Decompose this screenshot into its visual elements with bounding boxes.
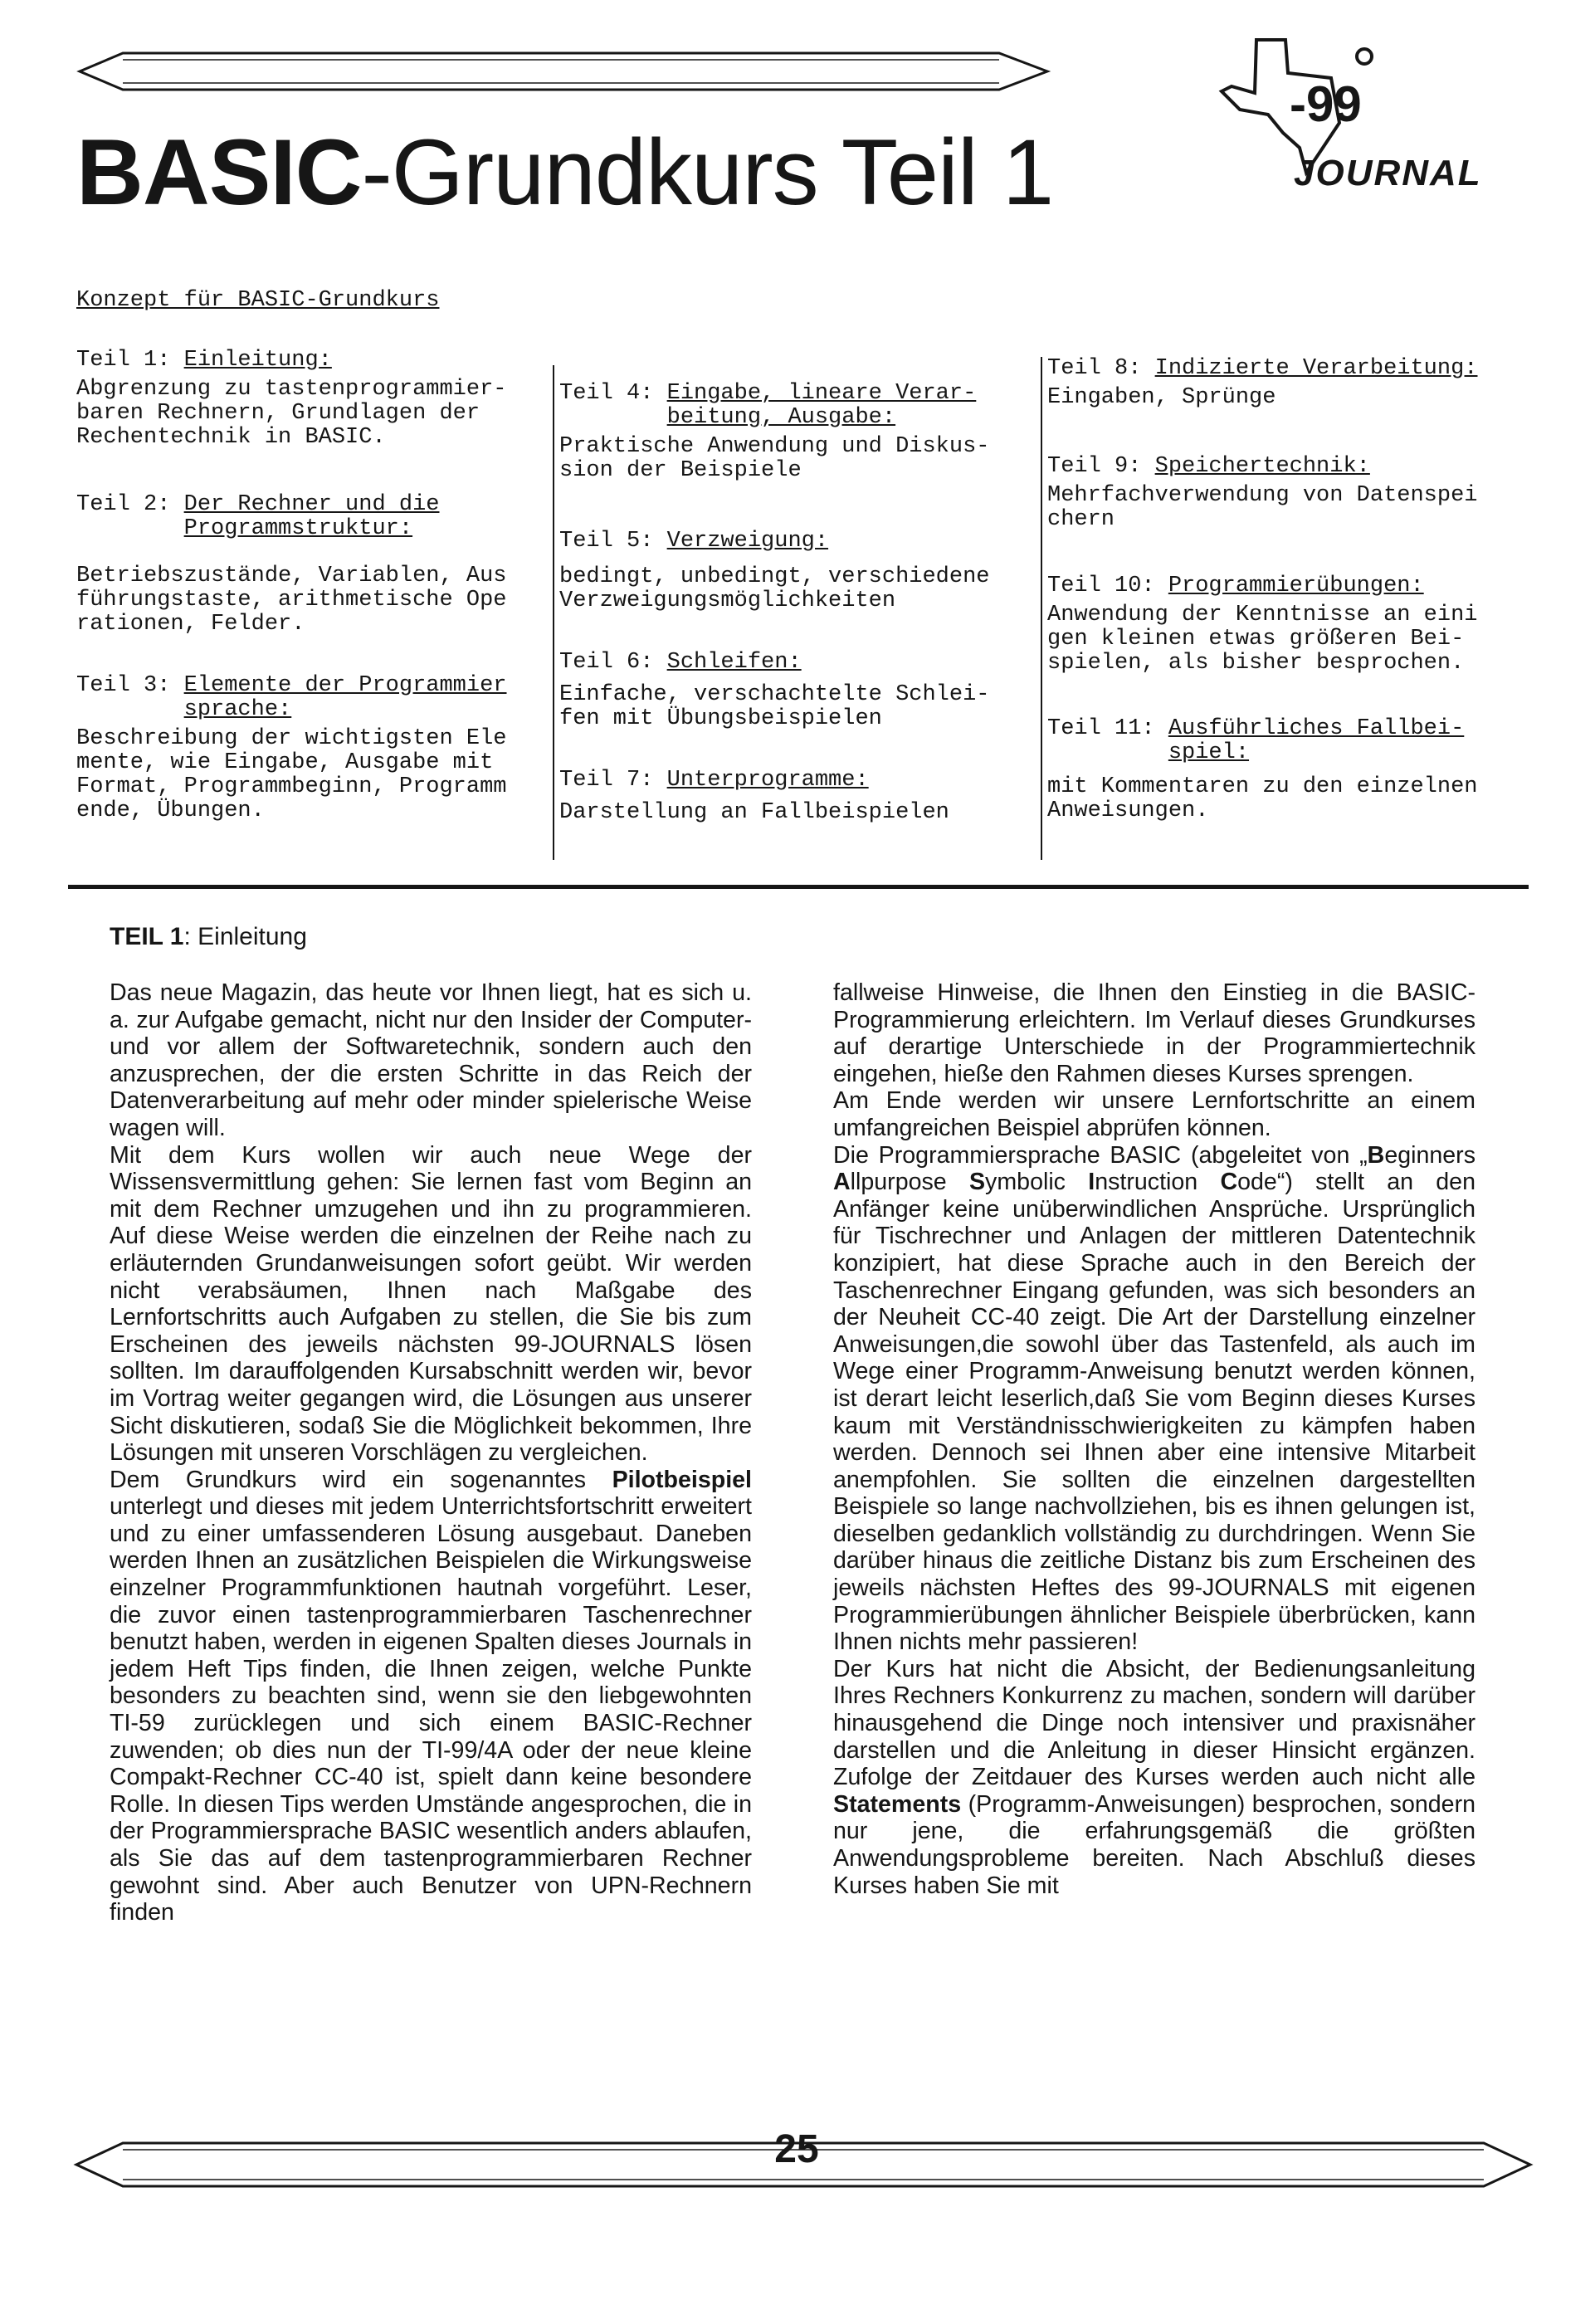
concept-unit: [1047, 455, 1529, 532]
concept-heading: Konzept für BASIC-Grundkurs: [76, 288, 440, 313]
acronym-letter: B: [1367, 1141, 1385, 1169]
unit-label: Teil 7:: [559, 768, 654, 793]
unit-label: Teil 10:: [1047, 574, 1155, 598]
unit-topic: Indizierte Verarbeitung:: [1154, 356, 1478, 381]
article-paragraph: [833, 1656, 1475, 1899]
unit-topic: Einleitung:: [183, 348, 332, 373]
unit-topic: Schleifen:: [666, 650, 802, 675]
unit-topic: Programmierübungen:: [1168, 574, 1424, 598]
text-run: Der Kurs hat nicht die Absicht, der Bedienungsanleitung Ihres Rechners Konkurrenz zu machen, sondern will darüber hinausgehend die Dinge noch intensiver und praxisnäher darstellen und die Anleitung in dieser Hinsicht ergänzen. Zufolge der Zeitdauer des Kurses werden auch nicht alle: [833, 1655, 1475, 1791]
article-paragraph: [110, 1467, 752, 1926]
text-run: (Programm-Anweisungen) besprochen, sondern nur jene, die erfahrungsgemäß die größten Anwendungsprobleme bereiten. Nach Abschluß dieses Kurses haben Sie mit: [833, 1790, 1475, 1899]
unit-label: Teil 3:: [76, 673, 171, 698]
unit-topic: Der Rechner und die Programmstruktur:: [183, 492, 440, 541]
decorative-arrow-top: [76, 35, 1052, 108]
concept-unit: [1047, 357, 1529, 410]
unit-description: Betriebszustände, Variablen, Aus führungstaste, arithmetische Ope rationen, Felder.: [76, 564, 507, 637]
title-bold-part: BASIC: [76, 120, 362, 224]
unit-topic: Verzweigung:: [666, 529, 829, 554]
unit-description: Beschreibung der wichtigsten Ele mente, wie Eingabe, Ausgabe mit Format, Programmbeginn, Programm ende, Übungen.: [76, 726, 507, 823]
unit-topic: Ausführliches Fallbei- spiel:: [1168, 716, 1465, 765]
part-title: [110, 923, 307, 951]
unit-topic: Speichertechnik:: [1154, 454, 1370, 479]
unit-description: Praktische Anwendung und Diskus- sion der Beispiele: [559, 434, 990, 483]
concept-unit: [76, 349, 558, 450]
concept-unit: [559, 382, 1041, 483]
unit-label: Teil 1:: [76, 348, 171, 373]
unit-label: Teil 2:: [76, 492, 171, 517]
unit-description: Anwendung der Kenntnisse an eini gen kleinen etwas größeren Bei- spielen, als bisher besprochen.: [1047, 603, 1478, 676]
concept-unit: [76, 493, 558, 637]
unit-description: Darstellung an Fallbeispielen: [559, 800, 949, 825]
acronym-letter: C: [1220, 1169, 1238, 1196]
article-column-left: [110, 979, 752, 1926]
column-separator: [1041, 357, 1042, 860]
page-title: [76, 120, 1054, 224]
text-run: unterlegt und dieses mit jedem Unterrichtsfortschritt erweitert und zu einer umfassenderen Lösung ausgebaut. Daneben werden Ihnen an zusätzlichen Beispielen die Wirkungsweise einzelner Programmfunktionen hautnah vorgeführt. Leser, die zuvor einen tastenprogrammierbaren Taschenrechner benutzt haben, werden in eigenen Spalten dieses Journals in jedem Heft Tips finden, die Ihnen zeigen, welche Punkte besonders zu beachten sind, wenn sie den liebgewohnten TI-59 zurücklegen und sich einem BASIC-Rechner zuwenden; ob dies nun der TI-99/4A oder der neue kleine Compakt-Rechner CC-40 ist, spielt dann keine besondere Rolle. In diesen Tips werden Umstände angesprochen, die in der Programmiersprache BASIC wesentlich anders ablaufen, als Sie das auf dem tastenprogrammierbaren Rechner gewohnt sind. Aber auch Benutzer von UPN-Rechnern finden: [110, 1493, 752, 1926]
unit-label: Teil 8:: [1047, 356, 1142, 381]
concept-unit: [76, 674, 558, 823]
unit-label: Teil 4:: [559, 381, 654, 406]
text-run: Die Programmiersprache BASIC (abgeleitet von „: [833, 1141, 1368, 1169]
article-paragraph: Mit dem Kurs wollen wir auch neue Wege der Wissensvermittlung gehen: Sie lernen fast vom Beginn an mit dem Rechner umzugehen und ihn zu programmieren. Auf diese Weise werden die einzelnen der Reihe nach zu erläuternden Grundanweisungen sofort geübt. Wir werden nicht verabsäumen, Ihnen nach Maßgabe des Lernfortschritts auch Aufgaben zu stellen, die Sie bis zum Erscheinen des jeweils nächsten 99-JOURNALS lösen sollten. Im darauffolgenden Kursabschnitt werden wir, bevor im Vortrag weiter gegangen wird, die Lösungen aus unserer Sicht diskutieren, sodaß Sie die Möglichkeit bekommen, Ihre Lösungen mit unseren Vorschlägen zu vergleichen.: [110, 1141, 752, 1467]
unit-description: Eingaben, Sprünge: [1047, 385, 1276, 410]
page-number: 25: [774, 2127, 819, 2171]
text-run: eginners: [1384, 1141, 1475, 1169]
part-title-text: : Einleitung: [183, 923, 307, 950]
title-rest: -Grundkurs Teil 1: [361, 120, 1054, 224]
acronym-letter: I: [1088, 1169, 1095, 1196]
concept-unit: [1047, 574, 1529, 676]
unit-label: Teil 9:: [1047, 454, 1142, 479]
concept-unit: [559, 769, 1041, 825]
ti-99-journal-logo: [1207, 23, 1522, 206]
article-paragraph: fallweise Hinweise, die Ihnen den Einstieg in die BASIC-Programmierung erleichtern. Im Verlauf dieses Grundkurses auf derartige Unterschiede in der Programmiertechnik eingehen, hieße den Rahmen dieses Kurses sprengen.: [833, 979, 1475, 1087]
article-paragraph: Das neue Magazin, das heute vor Ihnen liegt, hat es sich u. a. zur Aufgabe gemacht, nicht nur den Insider der Computer- und vor allem der Softwaretechnik, sondern auch den anzusprechen, der die ersten Schritte in das Reich der Datenverarbeitung auf mehr oder minder spielerische Weise wagen will.: [110, 979, 752, 1141]
logo-word: JOURNAL: [1294, 153, 1482, 193]
emphasis-pilotbeispiel: Pilotbeispiel: [612, 1466, 752, 1493]
unit-description: Mehrfachverwendung von Datenspei chern: [1047, 483, 1478, 532]
acronym-letter: A: [833, 1169, 851, 1196]
article-paragraph: Am Ende werden wir unsere Lernfortschritte an einem umfangreichen Beispiel abprüfen können.: [833, 1087, 1475, 1141]
unit-topic: Elemente der Programmier sprache:: [183, 673, 507, 722]
article-column-right: [833, 979, 1475, 1899]
part-label: TEIL 1: [110, 923, 184, 950]
article-paragraph: [833, 1142, 1475, 1656]
text-run: llpurpose: [850, 1169, 969, 1196]
text-run: ymbolic: [985, 1169, 1089, 1196]
column-separator: [553, 365, 554, 860]
emphasis-statements: Statements: [833, 1790, 962, 1818]
text-run: ode“) stellt an den Anfänger keine unüberwindlichen Ansprüche. Ursprünglich für Tischrechner und Anlagen der mittleren Datentechnik konzipiert, hat diese Sprache auch in den Bereich der Taschenrechner Eingang gefunden, was sich besonders an der Neuheit CC-40 zeigt. Die Art der Darstellung einzelner Anweisungen,die sowohl über das Tastenfeld, als auch im Wege einer Programm-Anweisung benutzt werden können, ist derart leicht leserlich,daß Sie vom Beginn dieses Kurses kaum mit Verständnisschwierigkeiten zu kämpfen haben werden. Dennoch sei Ihnen aber eine intensive Mitarbeit anempfohlen. Sie sollten die einzelnen dargestellten Beispiele so lange nachvollziehen, bis es ihnen gelungen ist, dieselben gedanklich vollständig zu durchdringen. Wenn Sie darüber hinaus die zeitliche Distanz bis zum Erscheinen des jeweils nächsten Heftes des 99-JOURNALS mit eigenen Programmierübungen ähnlicher Beispiele überbrücken, kann Ihnen nichts mehr passieren!: [833, 1169, 1475, 1656]
unit-topic: Unterprogramme:: [666, 768, 869, 793]
concept-unit: [1047, 717, 1529, 823]
unit-label: Teil 5:: [559, 529, 654, 554]
unit-description: Einfache, verschachtelte Schlei- fen mit Übungsbeispielen: [559, 682, 990, 731]
section-divider: [68, 885, 1529, 889]
unit-description: Abgrenzung zu tastenprogrammier- baren Rechnern, Grundlagen der Rechentechnik in BASIC.: [76, 377, 507, 450]
unit-description: bedingt, unbedingt, verschiedene Verzweigungsmöglichkeiten: [559, 564, 990, 613]
acronym-letter: S: [968, 1169, 986, 1196]
concept-unit: [559, 651, 1041, 731]
unit-topic: Eingabe, lineare Verar- beitung, Ausgabe:: [666, 381, 977, 430]
unit-label: Teil 11:: [1047, 716, 1155, 741]
logo-number: -99: [1290, 76, 1362, 132]
concept-unit: [559, 530, 1041, 613]
unit-description: mit Kommentaren zu den einzelnen Anweisungen.: [1047, 774, 1478, 823]
text-run: nstruction: [1095, 1169, 1221, 1196]
unit-label: Teil 6:: [559, 650, 654, 675]
text-run: Dem Grundkurs wird ein sogenanntes: [110, 1466, 612, 1493]
